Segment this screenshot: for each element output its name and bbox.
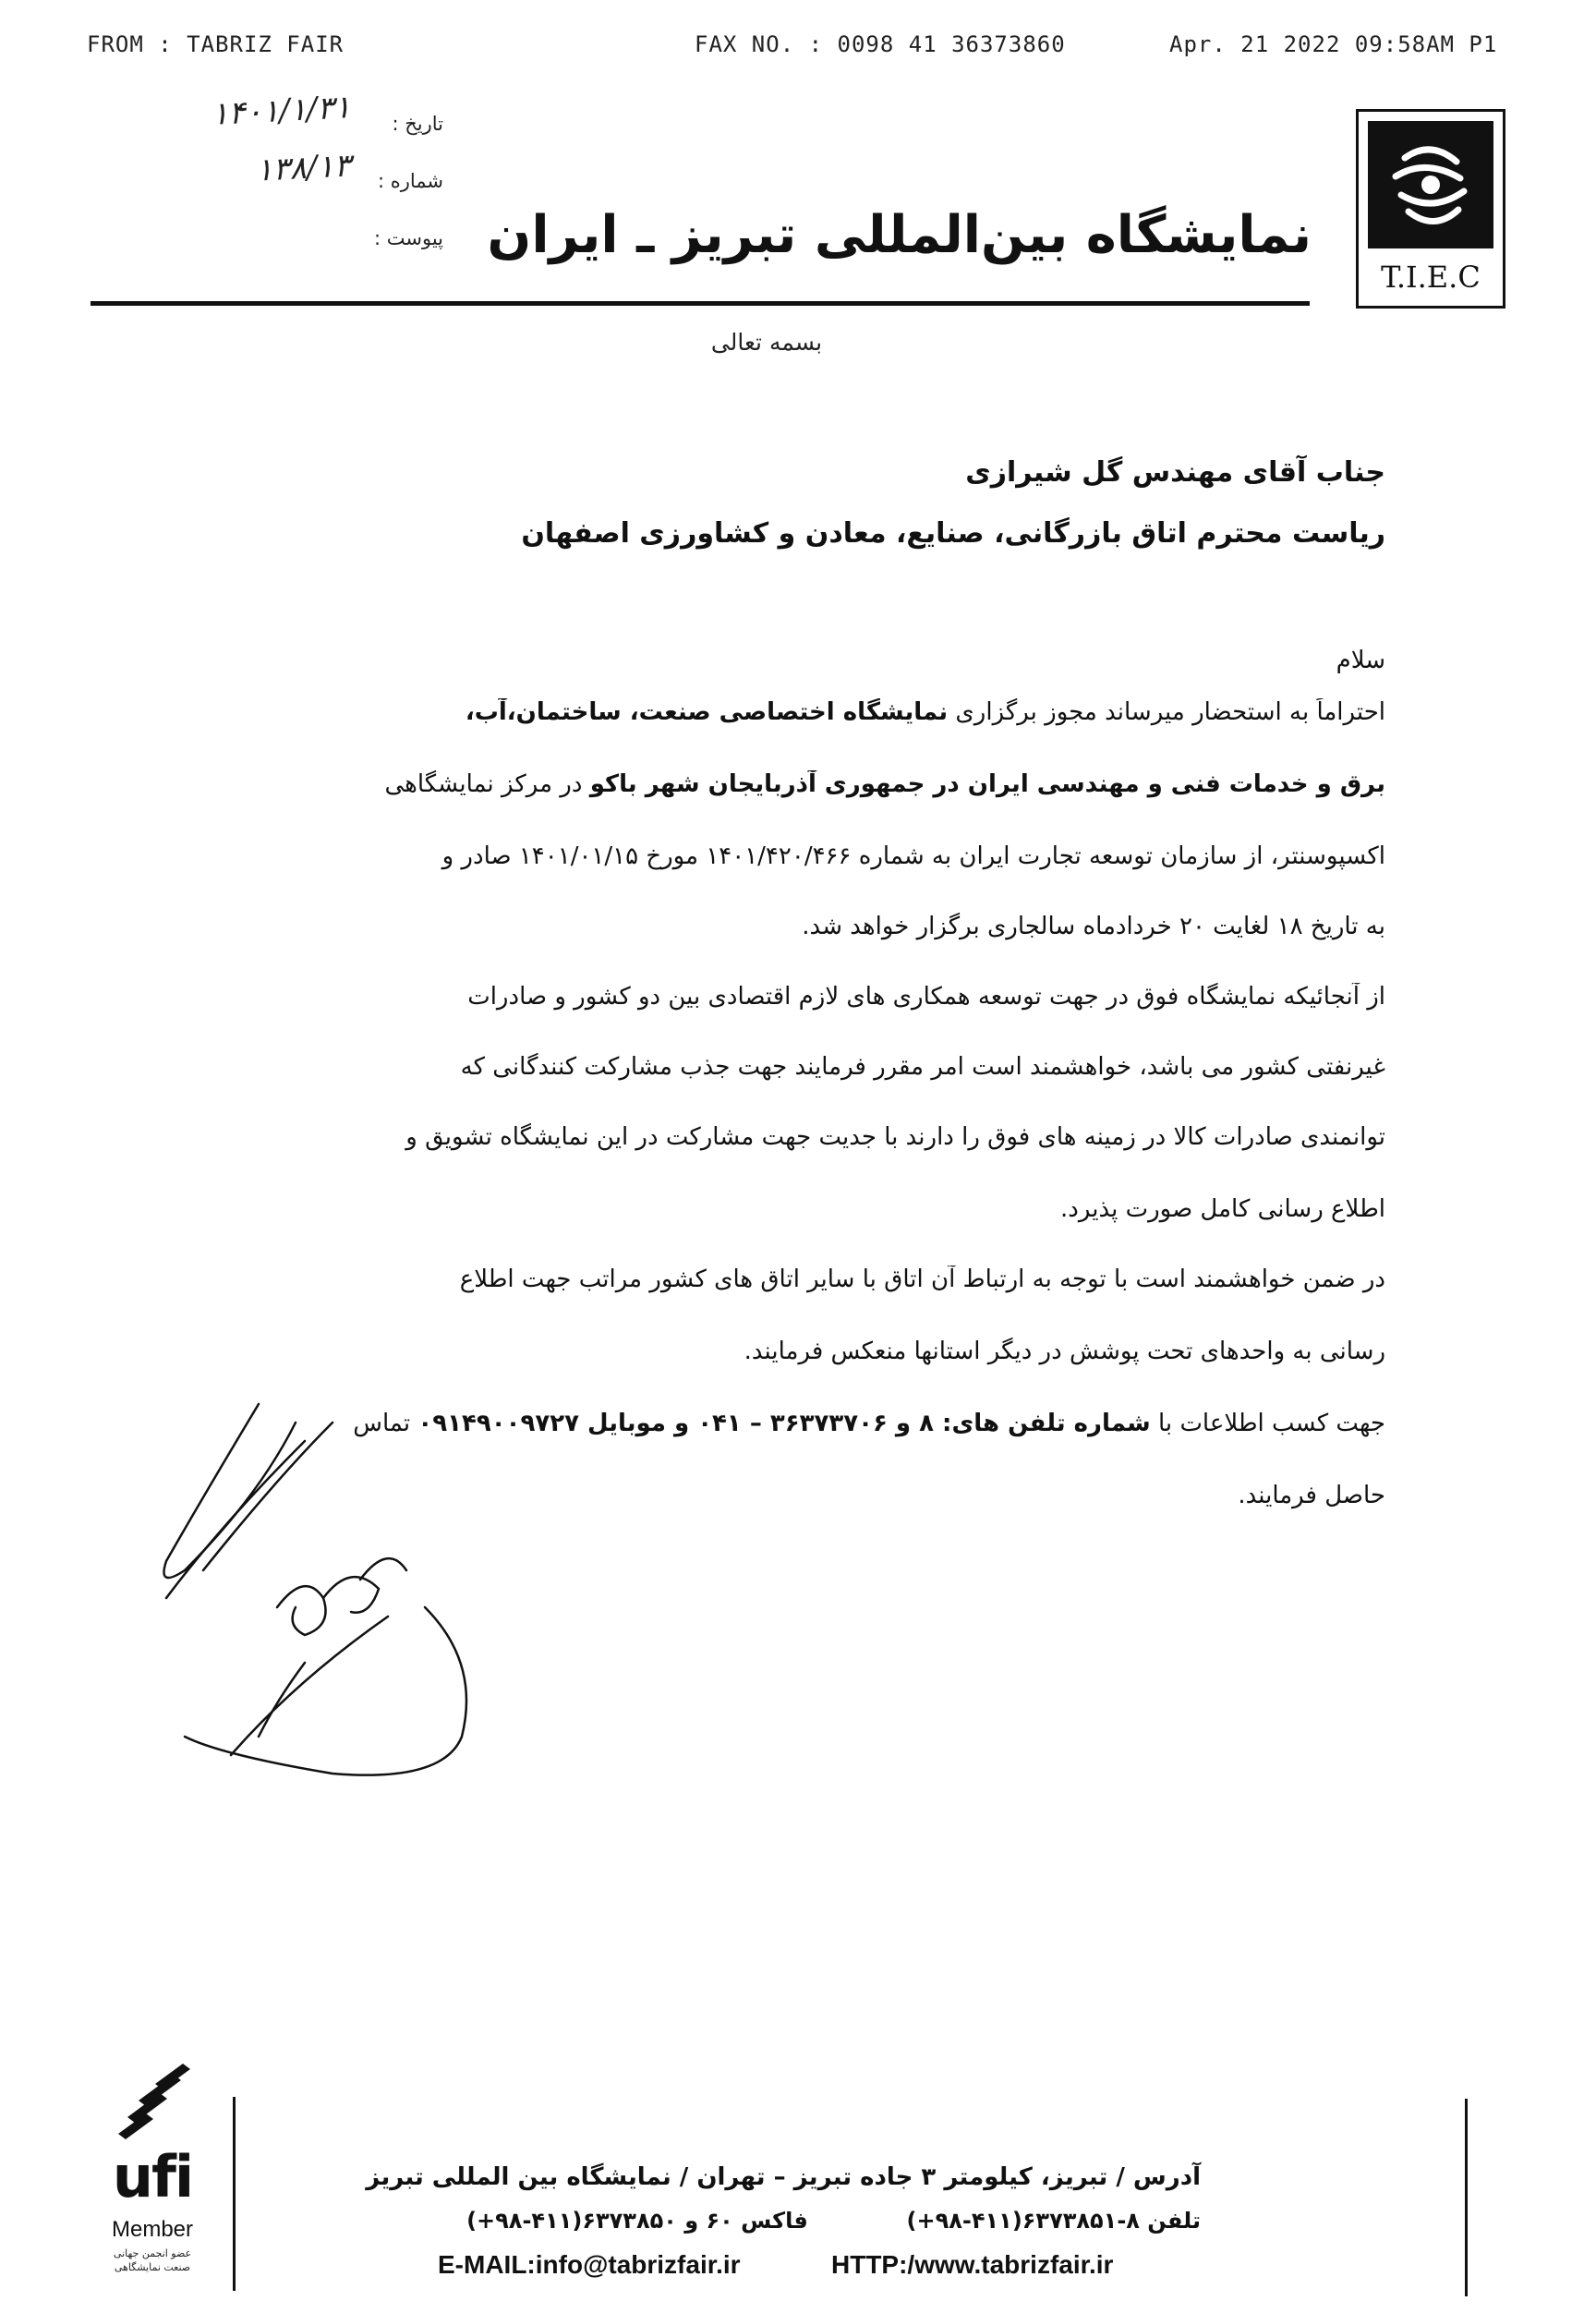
body-line-2-b: در مرکز نمایشگاهی bbox=[384, 770, 590, 798]
footer-divider-left bbox=[233, 2097, 236, 2291]
number-label: شماره : bbox=[377, 170, 443, 192]
body-line-1-b: نمایشگاه اختصاصی صنعت، ساختمان،آب، bbox=[465, 698, 949, 726]
number-row bbox=[185, 147, 462, 207]
tiec-logo bbox=[1356, 109, 1505, 309]
footer-fax: فاکس ۶۰ و ۶۳۷۳۸۵۰(۴۱۱-۹۸+) bbox=[466, 2208, 808, 2234]
footer-phone: تلفن ۸-۶۳۷۳۸۵۱(۴۱۱-۹۸+) bbox=[906, 2208, 1201, 2234]
body-line-1 bbox=[201, 698, 1385, 726]
body-line-10: رسانی به واحدهای تحت پوشش در دیگر استانها منعکس فرمایند. bbox=[744, 1338, 1385, 1365]
attachment-row bbox=[185, 207, 462, 264]
logo-text: T.I.E.C bbox=[1381, 260, 1481, 295]
ufi-member-label: Member bbox=[111, 2217, 194, 2242]
fax-header bbox=[0, 31, 1596, 65]
footer-divider-right bbox=[1465, 2099, 1468, 2296]
body-line-4: به تاریخ ۱۸ لغایت ۲۰ خردادماه سالجاری برگزار خواهد شد. bbox=[802, 913, 1385, 940]
ufi-member-logo bbox=[92, 2060, 222, 2300]
footer-email: E-MAIL:info@tabrizfair.ir bbox=[438, 2250, 741, 2279]
logo-emblem-icon bbox=[1368, 121, 1493, 248]
ufi-subtitle-2: صنعت نمایشگاهی bbox=[114, 2261, 191, 2273]
fax-number: FAX NO. : 0098 41 36373860 bbox=[695, 31, 1066, 57]
fax-datetime: Apr. 21 2022 09:58AM P1 bbox=[1169, 31, 1498, 57]
footer-address: آدرس / تبریز، کیلومتر ۳ جاده تبریز – تهران / نمایشگاه بین المللی تبریز bbox=[366, 2163, 1201, 2191]
letter-meta bbox=[185, 89, 462, 264]
fax-from: FROM : TABRIZ FAIR bbox=[87, 31, 345, 57]
signature bbox=[148, 1386, 517, 1829]
ufi-stripes-icon bbox=[109, 2060, 201, 2143]
org-title: نمایشگاه بین‌المللی تبریز ـ ایران bbox=[487, 205, 1312, 265]
number-value: ۱۳۸/۱۳ bbox=[255, 147, 352, 189]
footer-contact bbox=[351, 2208, 1201, 2234]
date-label: تاریخ : bbox=[392, 113, 443, 135]
ufi-subtitle bbox=[92, 2246, 212, 2274]
body-line-8: اطلاع رسانی کامل صورت پذیرد. bbox=[1060, 1195, 1385, 1223]
body-line-2 bbox=[201, 770, 1385, 798]
body-line-5: از آنجائیکه نمایشگاه فوق در جهت توسعه همکاری های لازم اقتصادی بین دو کشور و صادرات bbox=[467, 983, 1385, 1011]
body-line-11-a: جهت کسب اطلاعات با bbox=[1150, 1410, 1385, 1437]
header-divider bbox=[91, 301, 1310, 306]
body-line-1-a: احتراماً به استحضار میرساند مجوز برگزاری bbox=[948, 698, 1385, 726]
ufi-subtitle-1: عضو انجمن جهانی bbox=[113, 2247, 192, 2259]
ufi-mark: ufi bbox=[112, 2143, 193, 2210]
date-row bbox=[185, 89, 462, 150]
body-line-9: در ضمن خواهشمند است با توجه به ارتباط آن اتاق با سایر اتاق های کشور مراتب جهت اطلاع bbox=[459, 1265, 1385, 1293]
greeting: سلام bbox=[1336, 647, 1385, 674]
body-line-2-a: برق و خدمات فنی و مهندسی ایران در جمهوری آذربایجان شهر باکو bbox=[589, 770, 1385, 798]
date-value: ۱۴۰۱/۱/۳۱ bbox=[211, 89, 352, 133]
body-line-11-c: تماس bbox=[353, 1410, 418, 1437]
footer-website: HTTP:/www.tabrizfair.ir bbox=[831, 2250, 1114, 2279]
addressee-name: جناب آقای مهندس گل شیرازی bbox=[965, 456, 1385, 489]
attachment-label: پیوست : bbox=[374, 227, 443, 249]
body-line-11-b: شماره تلفن های: ۸ و ۳۶۳۷۳۷۰۶ – ۰۴۱ و موبایل ۰۹۱۴۹۰۰۹۷۲۷ bbox=[417, 1410, 1151, 1437]
body-line-12: حاصل فرمایند. bbox=[1238, 1482, 1385, 1509]
bismillah: بسمه تعالی bbox=[710, 329, 823, 356]
addressee-title: ریاست محترم اتاق بازرگانی، صنایع، معادن و کشاورزی اصفهان bbox=[521, 517, 1385, 550]
body-line-6: غیرنفتی کشور می باشد، خواهشمند است امر مقرر فرمایند جهت جذب مشارکت کنندگانی که bbox=[460, 1053, 1385, 1081]
body-line-7: توانمندی صادرات کالا در زمینه های فوق را دارند با جدیت جهت مشارکت در این نمایشگاه تشویق و bbox=[405, 1123, 1385, 1151]
body-line-3: اکسپوسنتر، از سازمان توسعه تجارت ایران به شماره ۱۴۰۱/۴۲۰/۴۶۶ مورخ ۱۴۰۱/۰۱/۱۵ صادر و bbox=[441, 842, 1385, 870]
